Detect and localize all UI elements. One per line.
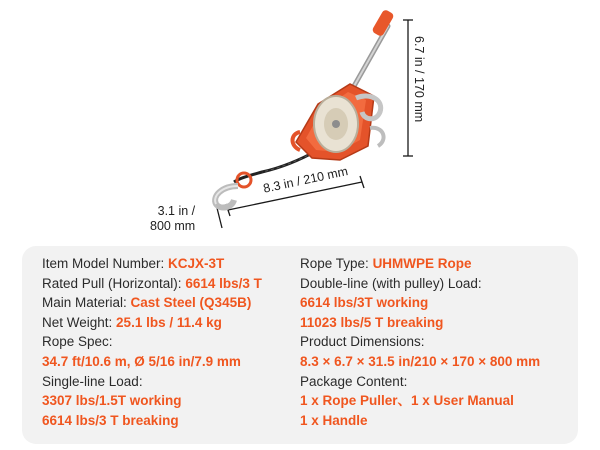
spec-rated-pull-label: Rated Pull (Horizontal): [42,275,186,291]
spec-single-line-label: Single-line Load: [42,373,143,389]
spec-product-dims-label: Product Dimensions: [300,334,425,350]
spec-column-left [42,254,304,430]
spec-material-value: Cast Steel (Q345B) [130,295,252,311]
spec-rope-type-value: UHMWPE Rope [372,256,472,271]
spec-material-label: Main Material: [42,295,131,311]
spec-single-line-working: 3307 lbs/1.5T working [42,393,182,409]
depth-dimension-line1: 3.1 in / [157,204,196,218]
spec-double-line-working: 6614 lbs/3T working [300,295,429,311]
spec-rope-type [300,254,576,274]
spec-single-line-breaking: 6614 lbs/3 T breaking [42,412,179,428]
spec-column-right [300,254,576,430]
spec-net-weight [42,313,304,333]
spec-rope-type-label: Rope Type: [300,256,373,271]
height-dimension-label: 6.7 in / 170 mm [412,36,426,123]
width-dimension-label: 8.3 in / 210 mm [262,164,350,196]
spec-package-item1: 1 x Rope Puller、1 x User Manual [300,393,514,409]
spec-double-line-label: Double-line (with pulley) Load: [300,275,482,291]
spec-rated-pull-value: 6614 lbs/3 T [185,275,262,291]
spec-model-value: KCJX-3T [168,256,225,271]
spec-double-line-breaking: 11023 lbs/5 T breaking [300,314,444,330]
spec-material [42,293,304,313]
spec-model [42,254,304,274]
spec-model-label: Item Model Number: [42,256,169,271]
depth-dimension-line2: 800 mm [150,219,196,233]
puller-body-icon [293,84,384,160]
spec-net-weight-label: Net Weight: [42,314,117,330]
spec-package-label: Package Content: [300,373,408,389]
spec-panel [22,246,578,444]
spec-rated-pull [42,274,304,294]
spec-rope-spec-label: Rope Spec: [42,334,113,350]
depth-dimension-label [150,204,195,234]
spec-net-weight-value: 25.1 lbs / 11.4 kg [116,314,222,330]
spec-rope-spec-value: 34.7 ft/10.6 m, Ø 5/16 in/7.9 mm [42,353,241,369]
spec-package-item2: 1 x Handle [300,412,368,428]
spec-product-dims-value: 8.3 × 6.7 × 31.5 in/210 × 170 × 800 mm [300,353,541,369]
